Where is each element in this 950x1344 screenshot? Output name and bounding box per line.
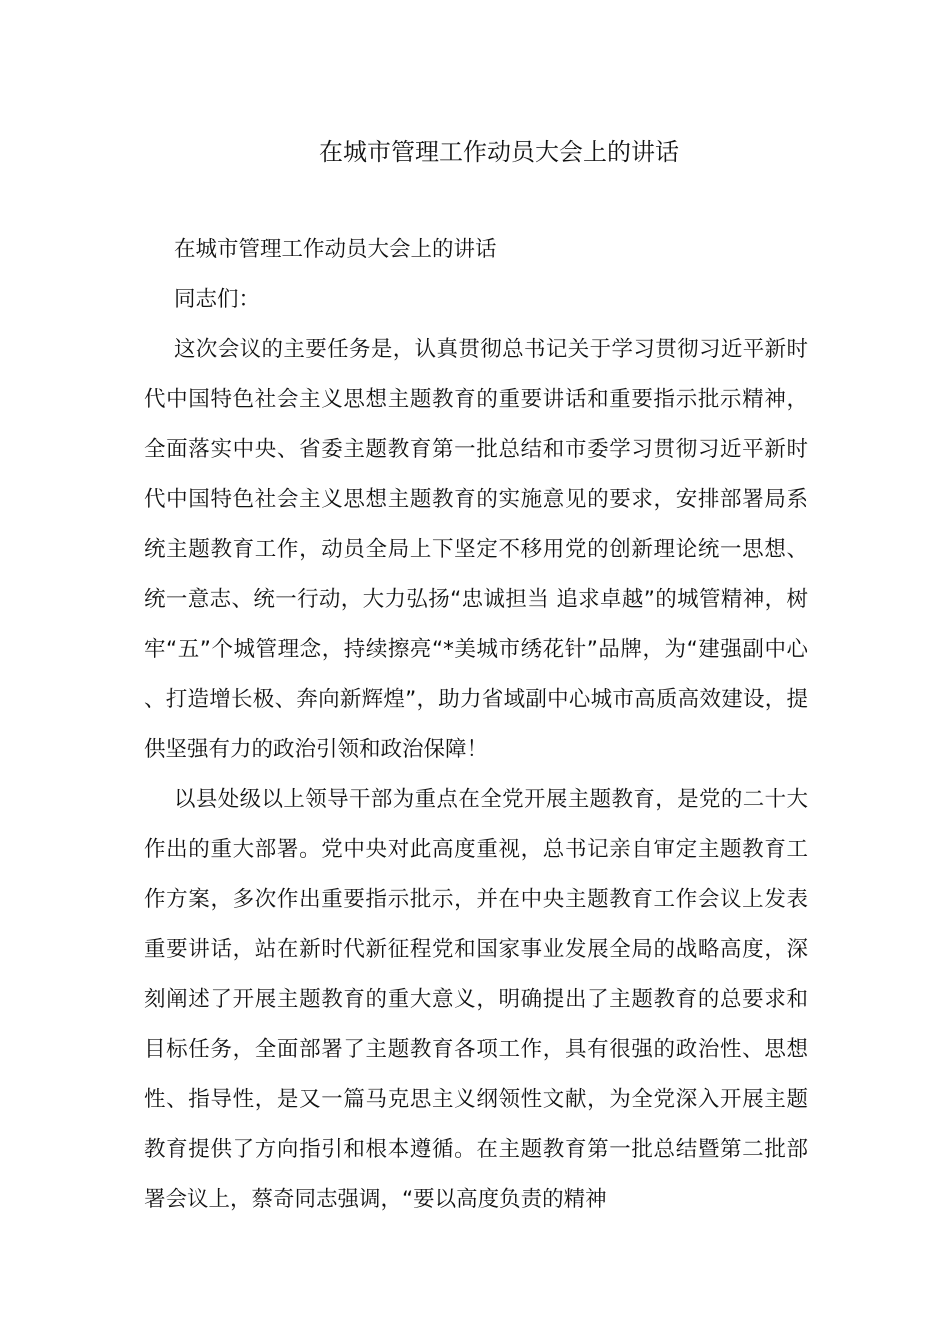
body-paragraph: 以县处级以上领导干部为重点在全党开展主题教育，是党的二十大作出的重大部署。党中央对此高度重视，总书记亲自审定主题教育工作方案，多次作出重要指示批示，并在中央主题教育工作会议上发表重要讲话，站在新时代新征程党和国家事业发展全局的战略高度，深刻阐述了开展主题教育的重大意义，明确提出了主题教育的总要求和目标任务，全面部署了主题教育各项工作，具有很强的政治性、思想性、指导性，是又一篇马克思主义纲领性文献，为全党深入开展主题教育提供了方向指引和根本遵循。在主题教育第一批总结暨第二批部署会议上，蔡奇同志强调，“要以高度负责的精神: [144, 787, 808, 1212]
body-subtitle: 在城市管理工作动员大会上的讲话: [174, 237, 497, 262]
document-title: 在城市管理工作动员大会上的讲话: [319, 138, 679, 166]
document-body: [144, 225, 808, 1225]
salutation: 同志们：: [174, 287, 261, 312]
body-paragraph: 这次会议的主要任务是，认真贯彻总书记关于学习贯彻习近平新时代中国特色社会主义思想主题教育的重要讲话和重要指示批示精神，全面落实中央、省委主题教育第一批总结和市委学习贯彻习近平新时代中国特色社会主义思想主题教育的实施意见的要求，安排部署局系统主题教育工作，动员全局上下坚定不移用党的创新理论统一思想、统一意志、统一行动，大力弘扬“忠诚担当 追求卓越”的城管精神，树牢“五”个城管理念，持续擦亮“*美城市绣花针”品牌，为“建强副中心、打造增长极、奔向新辉煌”，助力省域副中心城市高质高效建设，提供坚强有力的政治引领和政治保障！: [144, 337, 808, 762]
